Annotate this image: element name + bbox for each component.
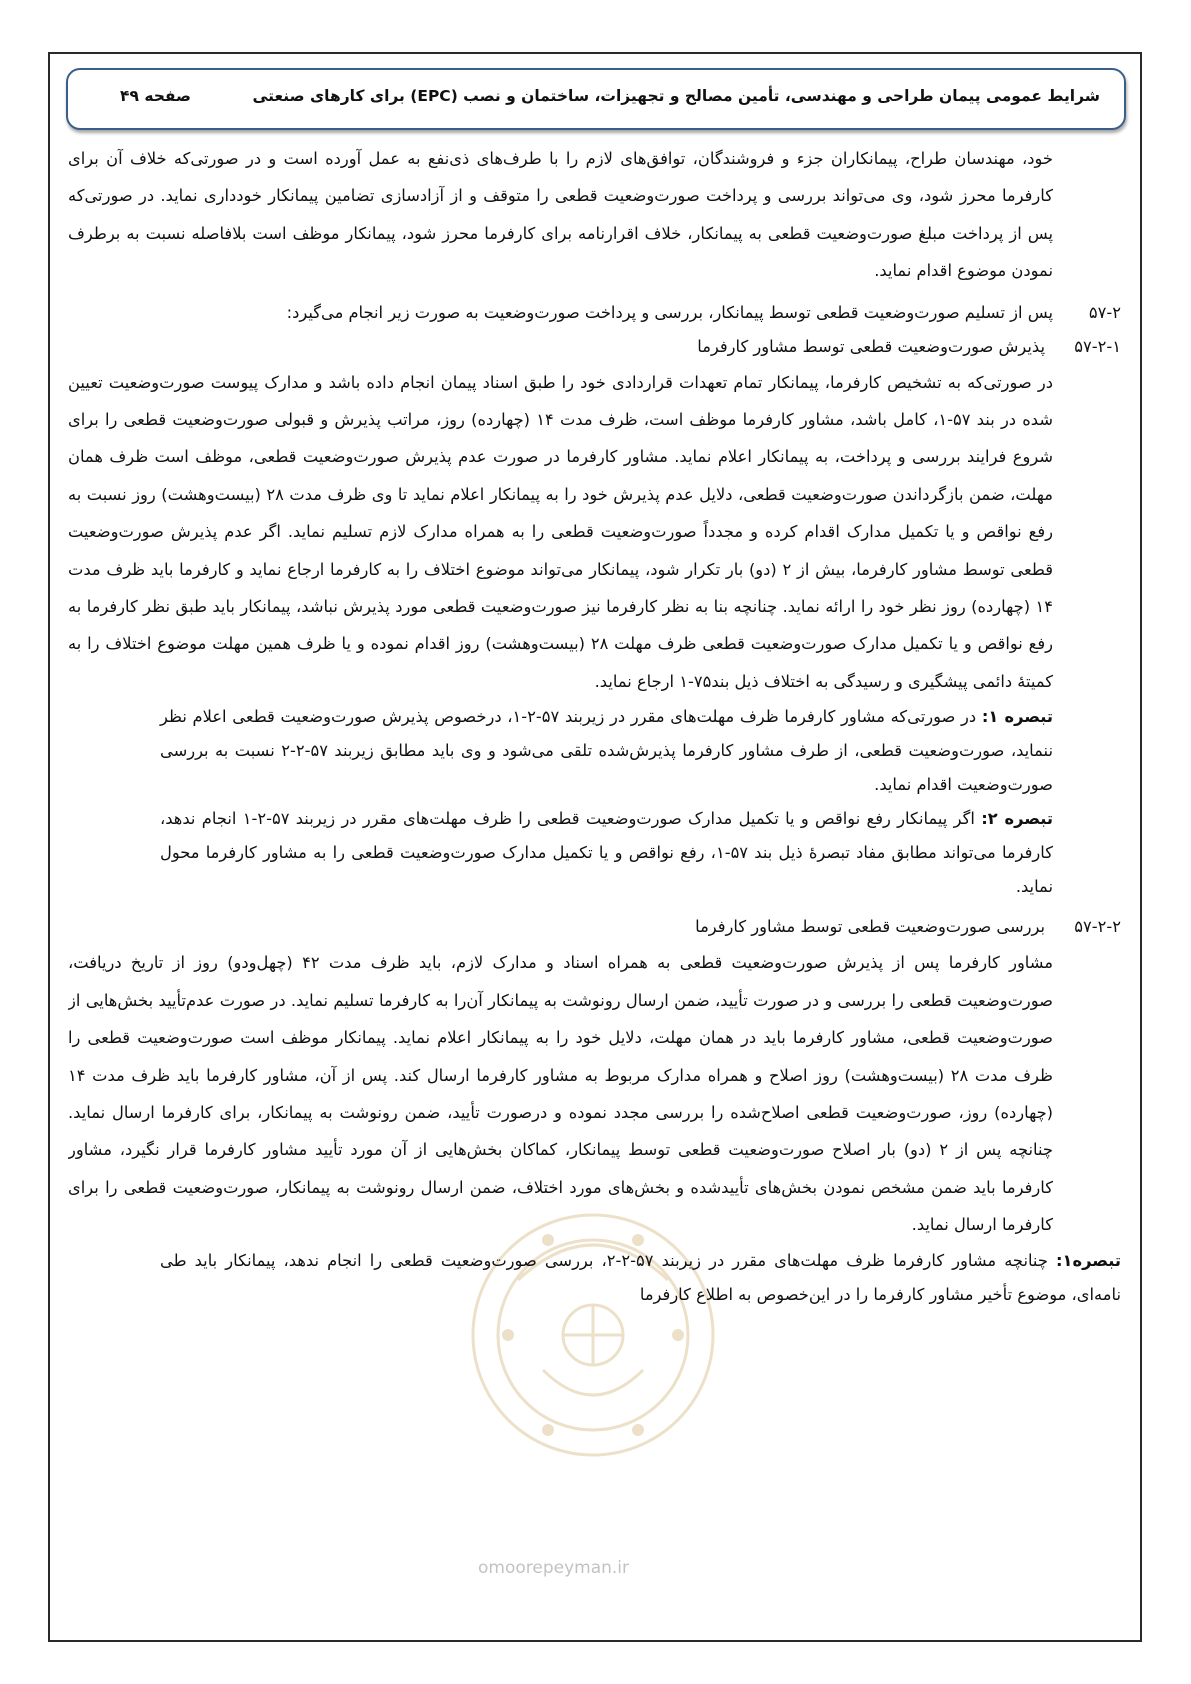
clause-number: ۵۷-۲ bbox=[1088, 302, 1121, 322]
note-text: اگر پیمانکار رفع نواقص و یا تکمیل مدارک صورت‌وضعیت قطعی را ظرف مهلت‌های مقرر در زیربند ۵۷-۲-۱ انجام ندهد، کارفرما می‌تواند مطابق مفاد تبصرهٔ ذیل بند ۵۷-۱، رفع نواقص و یا تکمیل مدارک صورت‌وضعیت قطعی را به مشاور کارفرما محول نماید. bbox=[160, 809, 1053, 897]
note-label: تبصره ۲: bbox=[981, 809, 1053, 829]
paragraph-declaration-continued: خود، مهندسان طراح، پیمانکاران جزء و فروشندگان، توافق‌های لازم را با طرف‌های ذی‌نفع به عمل آورده است و در صورتی‌که خلاف آن برای کارفرما محرز شود، وی می‌تواند بررسی و پرداخت صورت‌وضعیت قطعی را متوقف و از آزادسازی تضامین پیمانکار خودداری نماید. در صورتی‌که پس از پرداخت مبلغ صورت‌وضعیت قطعی به پیمانکار، خلاف اقرارنامه برای کارفرما محرز شود، پیمانکار موظف است بلافاصله نسبت به برطرف نمودن موضوع اقدام نماید. bbox=[68, 149, 1053, 281]
clause-57-2 bbox=[68, 296, 1121, 330]
page-content bbox=[68, 140, 1121, 1630]
clause-57-2-1 bbox=[68, 330, 1121, 364]
paragraph-review: مشاور کارفرما پس از پذیرش صورت‌وضعیت قطعی به همراه اسناد و مدارک لازم، باید ظرف مدت ۴۲ (چهل‌ودو) روز از تاریخ دریافت، صورت‌وضعیت قطعی را بررسی و در صورت تأیید، ضمن ارسال رونوشت به پیمانکار آن‌را به کارفرما تسلیم نماید. در صورت عدم‌تأیید بخش‌هایی از صورت‌وضعیت قطعی، مشاور کارفرما باید در همان مهلت، دلایل خود را به پیمانکار اعلام نماید. پیمانکار موظف است صورت‌وضعیت قطعی را ظرف مدت ۲۸ (بیست‌وهشت) روز اصلاح و همراه مدارک مربوط به مشاور کارفرما ارسال کند. پس از آن، مشاور کارفرما باید ظرف مدت ۱۴ (چهارده) روز، صورت‌وضعیت قطعی اصلاح‌شده را بررسی مجدد نموده و درصورت تأیید، ضمن رونوشت به پیمانکار، برای کارفرما ارسال نماید. چنانچه پس از ۲ (دو) بار اصلاح صورت‌وضعیت قطعی توسط پیمانکار، کماکان بخش‌هایی از آن مورد تأیید مشاور کارفرما قرار نگیرد، مشاور کارفرما باید ضمن مشخص نمودن بخش‌های تأییدشده و بخش‌های مورد اختلاف، ضمن ارسال رونوشت به پیمانکار، صورت‌وضعیت قطعی را برای کارفرما ارسال نماید. bbox=[68, 953, 1054, 1235]
clause-57-2-2 bbox=[68, 910, 1121, 944]
clause-number: ۵۷-۲-۱ bbox=[1074, 336, 1121, 356]
paragraph-acceptance: در صورتی‌که به تشخیص کارفرما، پیمانکار تمام تعهدات قراردادی خود را طبق اسناد پیمان انجام داده باشد و مدارک پیوست صورت‌وضعیت تعیین شده در بند ۵۷-۱، کامل باشد، مشاور کارفرما موظف است، ظرف مدت ۱۴ (چهارده) روز، مراتب پذیرش و قبولی صورت‌وضعیت قطعی را برای شروع فرایند بررسی و پرداخت، به پیمانکار اعلام نماید. مشاور کارفرما در صورت عدم پذیرش صورت‌وضعیت قطعی، موظف است ظرف همان مهلت، ضمن بازگرداندن صورت‌وضعیت قطعی، دلایل عدم پذیرش خود را به پیمانکار اعلام نماید تا وی ظرف مدت ۲۸ (بیست‌وهشت) روز نسبت به رفع نواقص و یا تکمیل مدارک اقدام کرده و مجدداً صورت‌وضعیت قطعی را به همراه مدارک لازم تسلیم نماید. اگر عدم پذیرش صورت‌وضعیت قطعی توسط مشاور کارفرما، بیش از ۲ (دو) بار تکرار شود، پیمانکار می‌تواند موضوع اختلاف را به کارفرما ارجاع نماید و کارفرما باید ظرف مدت ۱۴ (چهارده) روز نظر خود را ارائه نماید. چنانچه بنا به نظر کارفرما نیز صورت‌وضعیت قطعی مورد پذیرش نباشد، پیمانکار باید طبق نظر کارفرما به رفع نواقص و یا تکمیل مدارک صورت‌وضعیت قطعی ظرف مهلت ۲۸ (بیست‌وهشت) روز اقدام نموده و یا ظرف همین مهلت موضوع اختلاف را به کمیتهٔ دائمی پیشگیری و رسیدگی به اختلاف ذیل بند۷۵-۱ ارجاع نماید. bbox=[68, 372, 1053, 691]
page-header bbox=[66, 68, 1126, 130]
clause-text: پس از تسلیم صورت‌وضعیت قطعی توسط پیمانکار، بررسی و پرداخت صورت‌وضعیت به صورت زیر انجام می‌گیرد: bbox=[286, 302, 1053, 322]
document-title: شرایط عمومی پیمان طراحی و مهندسی، تأمین مصالح و تجهیزات، ساختمان و نصب (EPC) برای کارهای صنعتی bbox=[252, 87, 1100, 105]
page-number: صفحه ۴۹ bbox=[120, 87, 192, 105]
clause-title: بررسی صورت‌وضعیت قطعی توسط مشاور کارفرما bbox=[695, 917, 1045, 937]
note-2 bbox=[160, 802, 1053, 904]
note-label: تبصره۱: bbox=[1056, 1250, 1121, 1270]
note-1 bbox=[160, 700, 1053, 802]
clause-number: ۵۷-۲-۲ bbox=[1074, 917, 1121, 937]
watermark-url: omoorepeyman.ir bbox=[478, 1558, 630, 1578]
note-label: تبصره ۱: bbox=[981, 707, 1053, 727]
note-text: در صورتی‌که مشاور کارفرما ظرف مهلت‌های مقرر در زیربند ۵۷-۲-۱، درخصوص پذیرش صورت‌وضعیت قطعی اعلام نظر ننماید، صورت‌وضعیت قطعی، از طرف مشاور کارفرما پذیرش‌شده تلقی می‌شود و وی باید مطابق زیربند ۵۷-۲-۲ نسبت به بررسی صورت‌وضعیت اقدام نماید. bbox=[160, 707, 1053, 795]
clause-title: پذیرش صورت‌وضعیت قطعی توسط مشاور کارفرما bbox=[697, 336, 1045, 356]
note-text: چنانچه مشاور کارفرما ظرف مهلت‌های مقرر در زیربند ۵۷-۲-۲، بررسی صورت‌وضعیت قطعی را انجام ندهد، پیمانکار باید طی نامه‌ای، موضوع تأخیر مشاور کارفرما را در این‌خصوص به اطلاع کارفرما bbox=[160, 1250, 1121, 1304]
note-3 bbox=[160, 1244, 1121, 1312]
